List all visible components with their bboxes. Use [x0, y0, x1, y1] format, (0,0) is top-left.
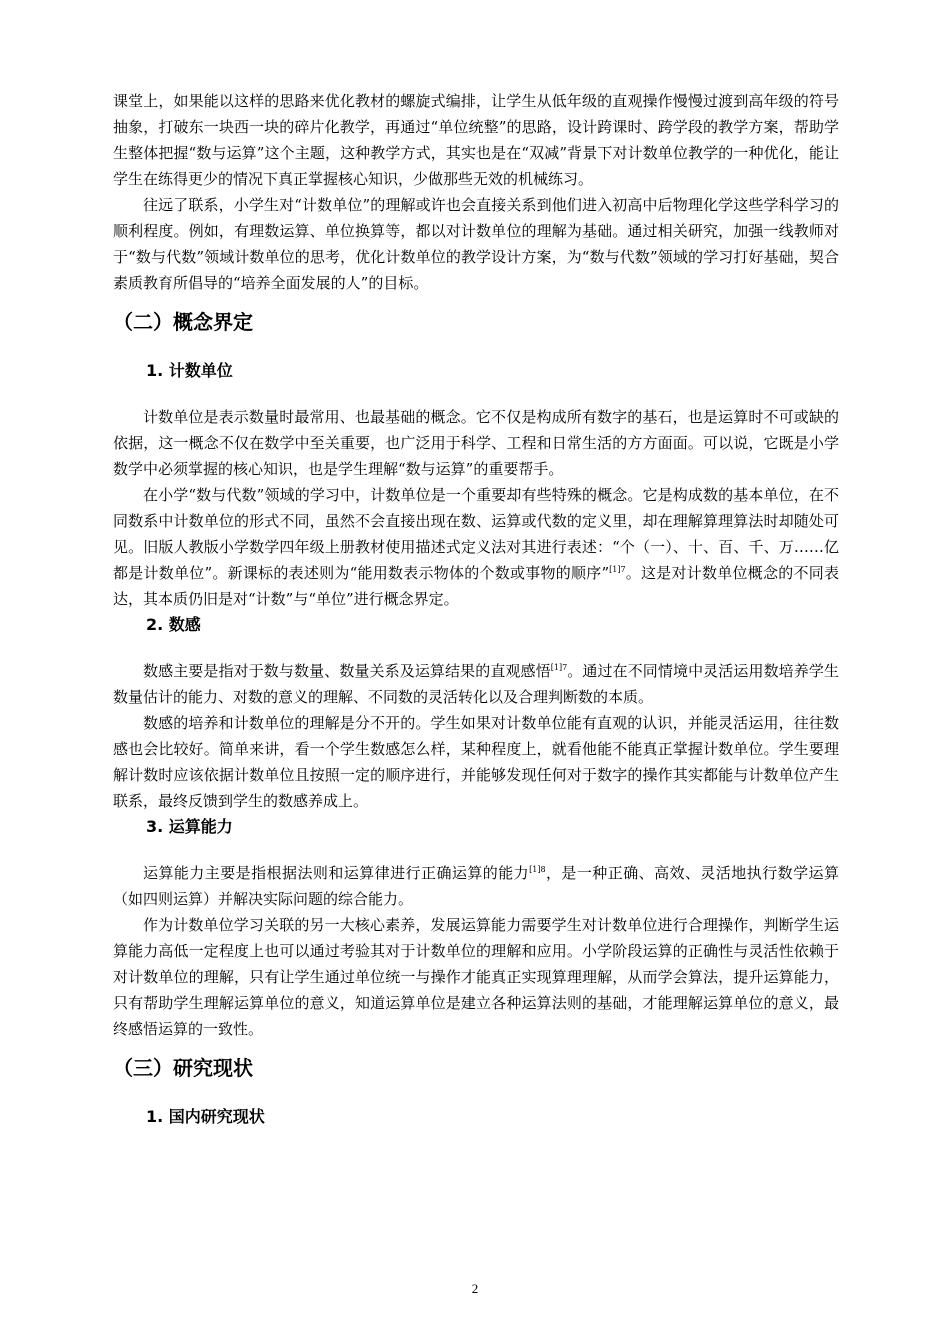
paragraph: 作为计数单位学习关联的另一大核心素养，发展运算能力需要学生对计数单位进行合理操作，判断学生运算能力高低一定程度上也可以通过考验其对于计数单位的理解和应用。小学阶段运算的正确性与灵活性依赖于对计数单位的理解，只有让学生通过单位统一与操作才能真正实现算理理解，从而学会算法，提升运算能力，只有帮助学生理解运算单位的意义，知道运算单位是建立各种运算法则的基础，才能理解运算单位的意义，最终感悟运算的一致性。: [113, 916, 839, 1038]
section-heading: （二）概念界定: [113, 310, 253, 334]
paragraph-text: 。这是对计数单位概念的不同表达，其本质仍旧是对“计数”与“单位”进行概念界定。: [113, 564, 839, 608]
subsection-heading: 1. 计数单位: [146, 361, 233, 380]
paragraph: [113, 482, 839, 612]
citation: [1]8: [529, 865, 546, 874]
citation: [1]7: [550, 663, 568, 672]
paragraph: 数感的培养和计数单位的理解是分不开的。学生如果对计数单位能有直观的认识，并能灵活运用，往往数感也会比较好。简单来讲，看一个学生数感怎么样，某种程度上，就看他能不能真正掌握计数单位。学生要理解计数时应该依据计数单位且按照一定的顺序进行，并能够发现任何对于数字的操作其实都能与计数单位产生联系，最终反馈到学生的数感养成上。: [113, 714, 839, 810]
paragraph: [113, 860, 839, 912]
paragraph-text: 运算能力主要是指根据法则和运算律进行正确运算的能力: [143, 864, 530, 882]
citation: [1]7: [609, 565, 626, 574]
paragraph-text: ，是一种正确、高效、灵活地执行数学运算（如四则运算）并解决实际问题的综合能力。: [113, 864, 839, 908]
subsection-heading: 2. 数感: [146, 615, 201, 634]
subsection-heading: 3. 运算能力: [146, 817, 233, 836]
paragraph-text: 在小学“数与代数”领域的学习中，计数单位是一个重要却有些特殊的概念。它是构成数的基本单位，在不同数系中计数单位的形式不同，虽然不会直接出现在数、运算或代数的定义里，却在理解算理算法时却随处可见。旧版人教版小学数学四年级上册教材使用描述式定义法对其进行表述：“个（一）、十、百、千、万……亿都是计数单位”。新课标的表述则为“能用数表示物体的个数或事物的顺序”: [113, 486, 839, 582]
paragraph: 课堂上，如果能以这样的思路来优化教材的螺旋式编排，让学生从低年级的直观操作慢慢过渡到高年级的符号抽象，打破东一块西一块的碎片化教学，再通过“单位统整”的思路，设计跨课时、跨学段的教学方案，帮助学生整体把握“数与运算”这个主题，这种教学方式，其实也是在“双减”背景下对计数单位教学的一种优化，能让学生在练得更少的情况下真正掌握核心知识，少做那些无效的机械练习。: [113, 92, 839, 188]
section-heading: （三）研究现状: [113, 1056, 253, 1080]
subsection-heading: 1. 国内研究现状: [146, 1107, 265, 1126]
paragraph: 计数单位是表示数量时最常用、也最基础的概念。它不仅是构成所有数字的基石，也是运算时不可或缺的依据，这一概念不仅在数学中至关重要，也广泛用于科学、工程和日常生活的方方面面。可以说，它既是小学数学中必须掌握的核心知识，也是学生理解“数与运算”的重要帮手。: [113, 408, 839, 478]
page-content: [113, 88, 839, 1130]
page-number: 2: [471, 1281, 479, 1296]
paragraph-text: 数感主要是指对于数与数量、数量关系及运算结果的直观感悟: [143, 662, 551, 680]
paragraph: [113, 658, 839, 710]
paragraph-text: 。通过在不同情境中灵活运用数培养学生数量估计的能力、对数的意义的理解、不同数的灵活转化以及合理判断数的本质。: [113, 662, 839, 706]
paragraph: 往远了联系，小学生对“计数单位”的理解或许也会直接关系到他们进入初高中后物理化学这些学科学习的顺利程度。例如，有理数运算、单位换算等，都以对计数单位的理解为基础。通过相关研究，加强一线教师对于“数与代数”领域计数单位的思考，优化计数单位的教学设计方案，为“数与代数”领域的学习打好基础，契合素质教育所倡导的“培养全面发展的人”的目标。: [113, 196, 839, 292]
